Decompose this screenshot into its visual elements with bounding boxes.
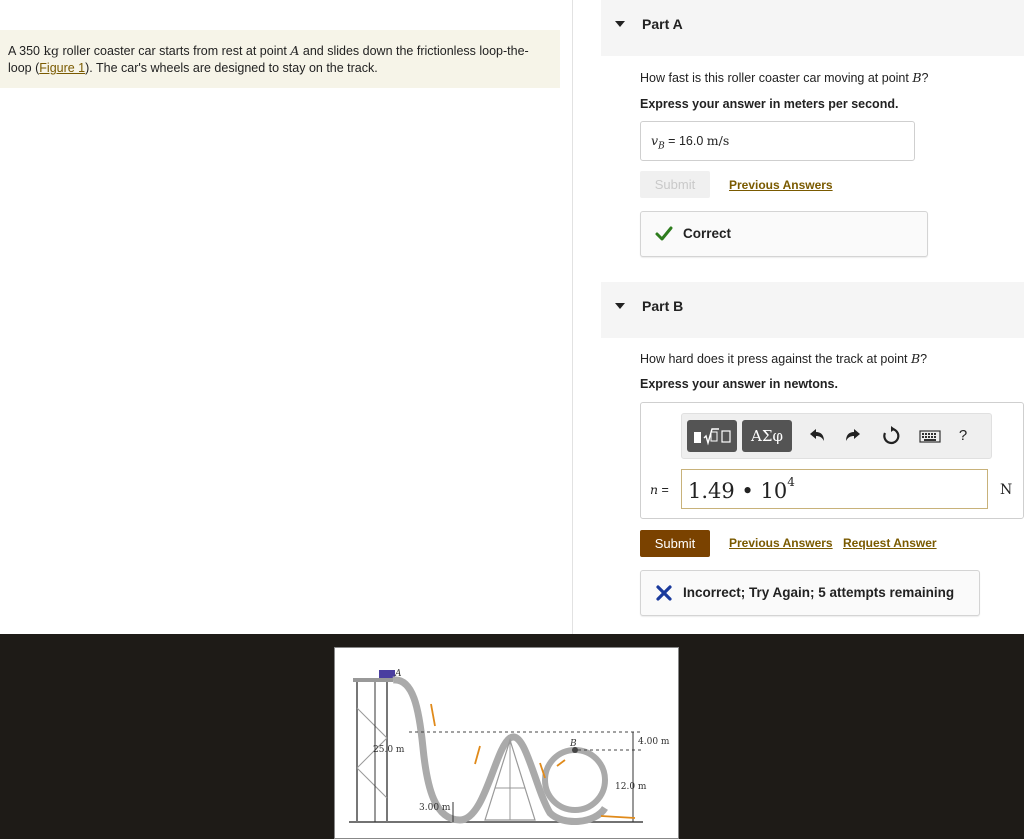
help-button[interactable]: ? <box>958 427 968 444</box>
answer-equals: = <box>664 134 679 148</box>
answer-variable-label <box>650 482 669 497</box>
part-a-previous-answers-link[interactable]: Previous Answers <box>729 178 833 192</box>
part-b-instruction: Express your answer in newtons. <box>640 377 838 391</box>
start-platform <box>353 678 393 682</box>
redo-button[interactable] <box>842 420 864 452</box>
figure-height-12: 12.0 m <box>615 782 647 792</box>
part-a-header[interactable] <box>601 0 1024 56</box>
loop-the-loop-diagram <box>335 648 680 839</box>
undo-icon <box>806 420 828 452</box>
point-a-symbol: A <box>290 43 300 58</box>
answer-panel <box>574 0 1024 634</box>
collapse-caret-icon[interactable] <box>615 21 625 27</box>
answer-subscript: B <box>658 141 665 152</box>
problem-statement <box>0 30 560 88</box>
part-a-feedback <box>640 211 928 257</box>
problem-text-4: ). The car's wheels are designed to stay on the track. <box>85 61 378 75</box>
answer-mantissa: 1.49 • 10 <box>688 479 788 503</box>
symbols-button[interactable]: ΑΣφ <box>742 420 792 452</box>
part-a-title: Part A <box>642 16 683 32</box>
part-b-feedback <box>640 570 980 616</box>
part-a-question-text: How fast is this roller coaster car moving at point <box>640 71 913 85</box>
figure-1 <box>334 647 679 839</box>
figure-label-b: B <box>570 739 577 749</box>
part-a-question-mark: ? <box>921 71 929 85</box>
figure-viewer <box>0 634 1024 839</box>
answer-unit: N <box>1000 482 1013 498</box>
problem-panel <box>0 0 573 634</box>
answer-variable: v <box>651 133 659 148</box>
part-b-previous-answers-link[interactable]: Previous Answers <box>729 536 833 550</box>
keyboard-button[interactable] <box>918 420 942 452</box>
part-b-question-mark: ? <box>920 352 928 366</box>
part-a-instruction: Express your answer in meters per second. <box>640 97 899 111</box>
part-b-title: Part B <box>642 298 684 314</box>
part-a-submit-button[interactable]: Submit <box>640 171 710 198</box>
mass-unit: kg <box>43 43 60 58</box>
answer-value: 16.0 <box>678 134 704 148</box>
math-toolbar <box>681 413 992 459</box>
figure-link[interactable]: Figure 1 <box>39 61 86 75</box>
loop-track <box>545 750 605 810</box>
figure-height-25: 25.0 m <box>373 745 405 755</box>
reset-button[interactable] <box>880 420 902 452</box>
keyboard-icon <box>918 420 942 452</box>
templates-button[interactable] <box>687 420 737 452</box>
part-b-question <box>640 351 927 366</box>
part-b-submit-button[interactable]: Submit <box>640 530 710 557</box>
templates-icon <box>687 420 737 452</box>
problem-text-1: A 350 <box>8 44 40 58</box>
part-a-feedback-text: Correct <box>683 226 732 241</box>
part-b-question-text: How hard does it press against the track at point <box>640 352 911 366</box>
collapse-caret-icon[interactable] <box>615 303 625 309</box>
point-b-symbol: B <box>910 351 921 366</box>
request-answer-link[interactable]: Request Answer <box>843 536 937 550</box>
figure-label-a: A <box>395 669 402 679</box>
answer-input[interactable] <box>681 469 988 509</box>
check-icon <box>654 224 674 244</box>
part-b-feedback-text: Incorrect; Try Again; 5 attempts remaining <box>683 585 955 600</box>
part-a-question <box>640 70 928 85</box>
part-b-header[interactable] <box>601 282 1024 338</box>
cross-icon <box>654 583 674 603</box>
variable-equals: = <box>658 483 669 497</box>
problem-text-3: and slides down the frictionless loop-the-loop ( <box>8 44 529 75</box>
coaster-car-icon <box>379 670 395 678</box>
problem-text-2: roller coaster car starts from rest at point <box>59 44 291 58</box>
point-b-symbol: B <box>912 70 922 85</box>
part-a-answer-field <box>640 121 915 161</box>
undo-button[interactable] <box>806 420 828 452</box>
answer-exponent: 4 <box>787 475 795 489</box>
figure-height-4: 4.00 m <box>638 737 670 747</box>
part-b-answer-editor <box>640 402 1024 519</box>
reset-icon <box>880 420 902 452</box>
variable-n: n <box>650 482 659 497</box>
redo-icon <box>842 420 864 452</box>
answer-unit: m/s <box>706 133 730 148</box>
figure-height-3: 3.00 m <box>419 803 451 813</box>
